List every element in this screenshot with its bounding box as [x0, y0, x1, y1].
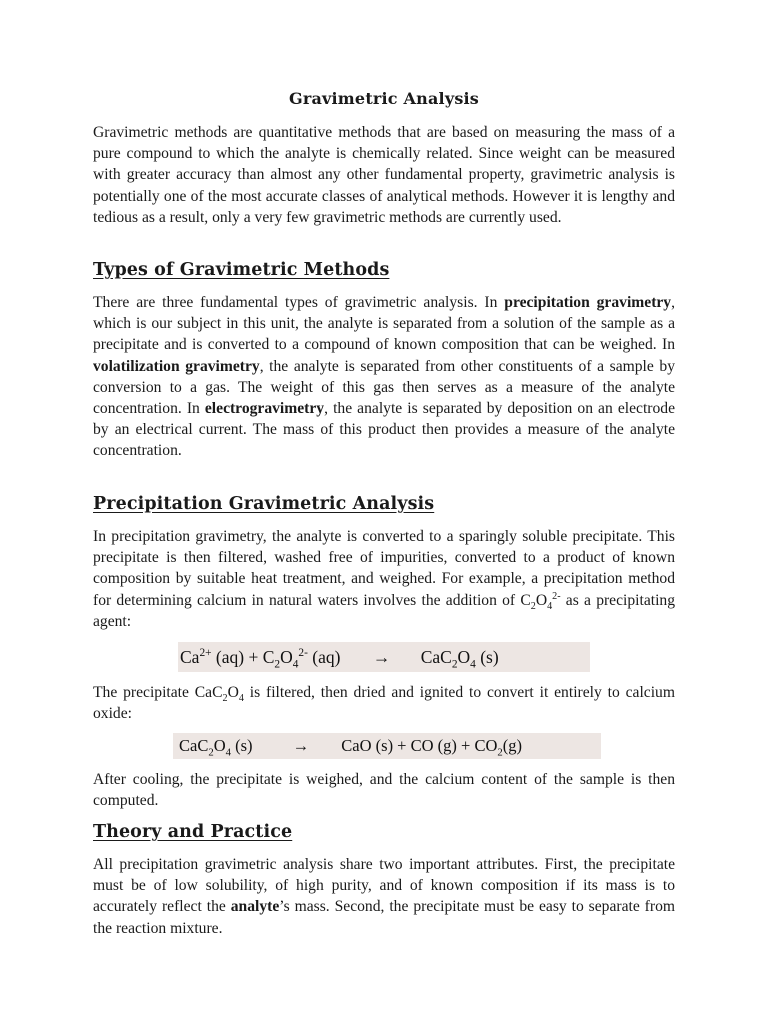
eq-term: CaC	[179, 736, 209, 755]
text-run: as a precipitating agent:	[93, 591, 675, 630]
superscript: 2-	[552, 590, 561, 602]
text-run: , which is our subject in this unit, the analyte is separated from a solution of the sample as a precipitate and is converted to a compound of known composition that can be weighed. In	[93, 294, 676, 354]
subscript: 2	[451, 658, 458, 671]
text-run: O	[227, 684, 239, 701]
eq-term: (s)	[230, 736, 253, 755]
term-volatilization-gravimetry: volatilization gravimetry	[93, 357, 260, 375]
eq-term: O	[280, 647, 293, 667]
term-analyte: analyte	[230, 898, 280, 916]
text-run: All precipitation gravimetric analysis share two important attributes. First, the precipitate must be of low solubility, of high purity, and of known composition if its mass is to accurately reflect the	[93, 856, 675, 916]
theory-paragraph	[93, 854, 675, 939]
eq-term: CaO (s) + CO (g) + CO	[341, 736, 498, 755]
section-heading-types: Types of Gravimetric Methods	[93, 260, 390, 280]
term-precipitation-gravimetry: precipitation gravimetry	[504, 294, 672, 311]
subscript: 2	[208, 746, 214, 759]
eq-term: (s)	[475, 647, 499, 667]
subscript: 2	[497, 746, 503, 759]
section-heading-precipitation: Precipitation Gravimetric Analysis	[93, 494, 435, 514]
eq-term: Ca	[180, 647, 200, 667]
eq-term: CaC	[420, 647, 452, 667]
superscript: 2+	[199, 647, 212, 660]
text-run: There are three fundamental types of gravimetric analysis. In	[93, 294, 505, 311]
document-title: Gravimetric Analysis	[288, 89, 480, 108]
section-heading-theory: Theory and Practice	[93, 822, 293, 842]
text-run: The precipitate CaC	[93, 684, 223, 701]
eq-term: (g)	[502, 736, 522, 755]
text-run: is filtered, then dried and ignited to convert it entirely to calcium oxide:	[93, 684, 675, 723]
subscript: 4	[225, 746, 231, 759]
subscript: 4	[547, 600, 553, 612]
term-electrogravimetry: electrogravimetry	[204, 400, 325, 418]
equation-calcium-oxalate-formation	[178, 642, 590, 672]
text-run: , the analyte is separated from other constituents of a sample by conversion to a gas. The weight of this gas then serves as a measure of the analyte concentration. In	[93, 357, 675, 418]
subscript: 2	[274, 658, 281, 671]
text-run: , the analyte is separated by deposition on an electrode by an electrical current. The mass of this product then provides a measure of the analyte concentration.	[93, 400, 675, 460]
eq-term: (aq)	[307, 647, 341, 667]
subscript: 2	[530, 600, 536, 612]
superscript: 2-	[298, 647, 308, 660]
reaction-arrow-icon: →	[292, 736, 310, 755]
text-run: In precipitation gravimetry, the analyte is converted to a sparingly soluble precipitate. This precipitate is then filtered, washed free of impurities, converted to a product of known composition by suitable heat treatment, and weighed. For example, a precipitation method for determining calcium in natural waters involves the addition of C	[93, 528, 675, 609]
text-run: O	[535, 591, 548, 609]
subscript: 2	[222, 693, 228, 705]
equation-calcium-oxide-formation	[173, 733, 601, 759]
subscript: 4	[238, 693, 244, 705]
ignition-paragraph	[93, 682, 675, 724]
intro-paragraph: Gravimetric methods are quantitative methods that are based on measuring the mass of a pure compound to which the analyte is chemically related. Since weight can be measured with greater accuracy than almost any other fundamental property, gravimetric analysis is potentially one of the most accurate classes of analytical methods. However it is lengthy and tedious as a result, only a very few gravimetric methods are currently used.	[93, 124, 675, 226]
eq-term: (aq) + C	[211, 647, 275, 667]
precipitation-paragraph	[93, 526, 675, 632]
reaction-arrow-icon: →	[372, 647, 391, 667]
subscript: 4	[470, 658, 476, 671]
text-run: ’s mass. Second, the precipitate must be easy to separate from the reaction mixture.	[93, 898, 675, 937]
eq-term: O	[213, 736, 226, 755]
types-paragraph	[93, 292, 675, 462]
eq-term: O	[457, 647, 471, 667]
cooling-paragraph: After cooling, the precipitate is weighed, and the calcium content of the sample is then computed.	[93, 771, 675, 810]
subscript: 4	[292, 658, 299, 671]
